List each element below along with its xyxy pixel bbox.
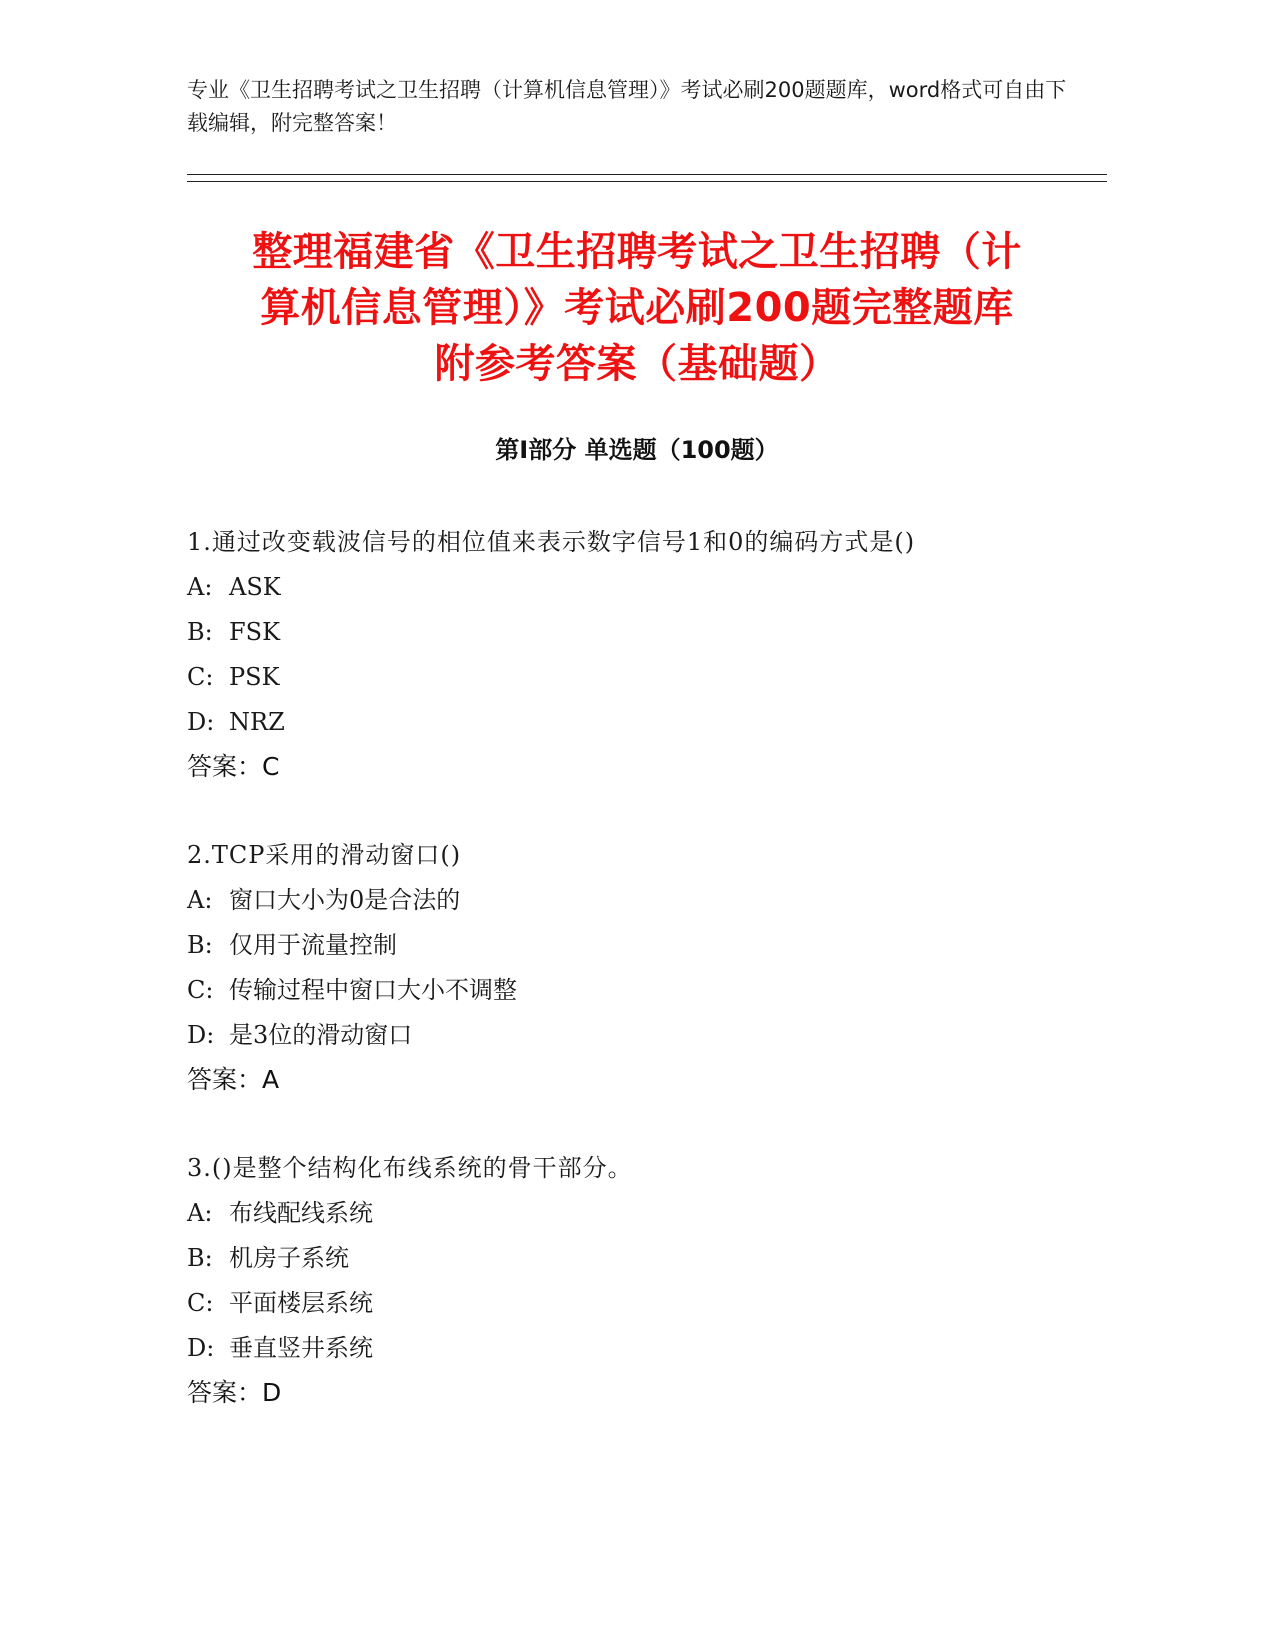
- option-a: [187, 1191, 1087, 1236]
- option-letter: A:: [187, 573, 213, 601]
- option-letter: B:: [187, 1244, 213, 1272]
- document-title: [187, 224, 1087, 392]
- option-letter: C:: [187, 1289, 214, 1317]
- option-text: 是3位的滑动窗口: [229, 1021, 413, 1049]
- header-rule-top: [187, 174, 1107, 175]
- title-line: 算机信息管理）》考试必刷200题完整题库: [260, 285, 1014, 331]
- section-title: 第Ⅰ部分 单选题（100题）: [495, 436, 779, 464]
- header-rule-bottom: [187, 181, 1107, 182]
- question-item: [187, 520, 1087, 789]
- answer-line: 答案：A: [187, 1065, 280, 1094]
- option-text: 机房子系统: [229, 1244, 349, 1272]
- option-letter: C:: [187, 663, 214, 691]
- option-letter: C:: [187, 976, 214, 1004]
- option-letter: D:: [187, 1021, 215, 1049]
- header-note: 专业《卫生招聘考试之卫生招聘（计算机信息管理）》考试必刷200题题库，word格式可自由下载编辑，附完整答案！: [187, 78, 1067, 135]
- option-letter: A:: [187, 1199, 213, 1227]
- question-stem: 3.()是整个结构化布线系统的骨干部分。: [187, 1154, 633, 1182]
- question-item: [187, 1146, 1087, 1415]
- option-c: [187, 968, 1087, 1013]
- option-d: [187, 1326, 1087, 1371]
- option-a: [187, 565, 1087, 610]
- option-text: FSK: [229, 618, 281, 646]
- answer-line: 答案：C: [187, 752, 280, 781]
- option-letter: B:: [187, 618, 213, 646]
- question-stem: 2.TCP采用的滑动窗口(): [187, 841, 462, 869]
- option-text: 垂直竖井系统: [229, 1334, 373, 1362]
- option-b: [187, 610, 1087, 655]
- option-letter: D:: [187, 708, 215, 736]
- option-letter: B:: [187, 931, 213, 959]
- option-c: [187, 1281, 1087, 1326]
- option-d: [187, 700, 1087, 745]
- option-text: 传输过程中窗口大小不调整: [229, 976, 517, 1004]
- option-b: [187, 1236, 1087, 1281]
- title-line: 整理福建省《卫生招聘考试之卫生招聘（计: [252, 229, 1022, 275]
- question-stem: 1.通过改变载波信号的相位值来表示数字信号1和0的编码方式是(): [187, 528, 916, 556]
- option-text: PSK: [229, 663, 280, 691]
- question-list: [187, 520, 1087, 1459]
- option-text: 窗口大小为0是合法的: [229, 886, 461, 914]
- option-text: 仅用于流量控制: [229, 931, 397, 959]
- option-text: NRZ: [229, 708, 285, 736]
- option-letter: A:: [187, 886, 213, 914]
- option-text: 布线配线系统: [229, 1199, 373, 1227]
- option-d: [187, 1013, 1087, 1058]
- option-c: [187, 655, 1087, 700]
- option-text: 平面楼层系统: [229, 1289, 373, 1317]
- option-text: ASK: [229, 573, 281, 601]
- answer-line: 答案：D: [187, 1378, 282, 1407]
- question-item: [187, 833, 1087, 1102]
- title-line: 附参考答案（基础题）: [434, 341, 840, 387]
- option-a: [187, 878, 1087, 923]
- option-letter: D:: [187, 1334, 215, 1362]
- option-b: [187, 923, 1087, 968]
